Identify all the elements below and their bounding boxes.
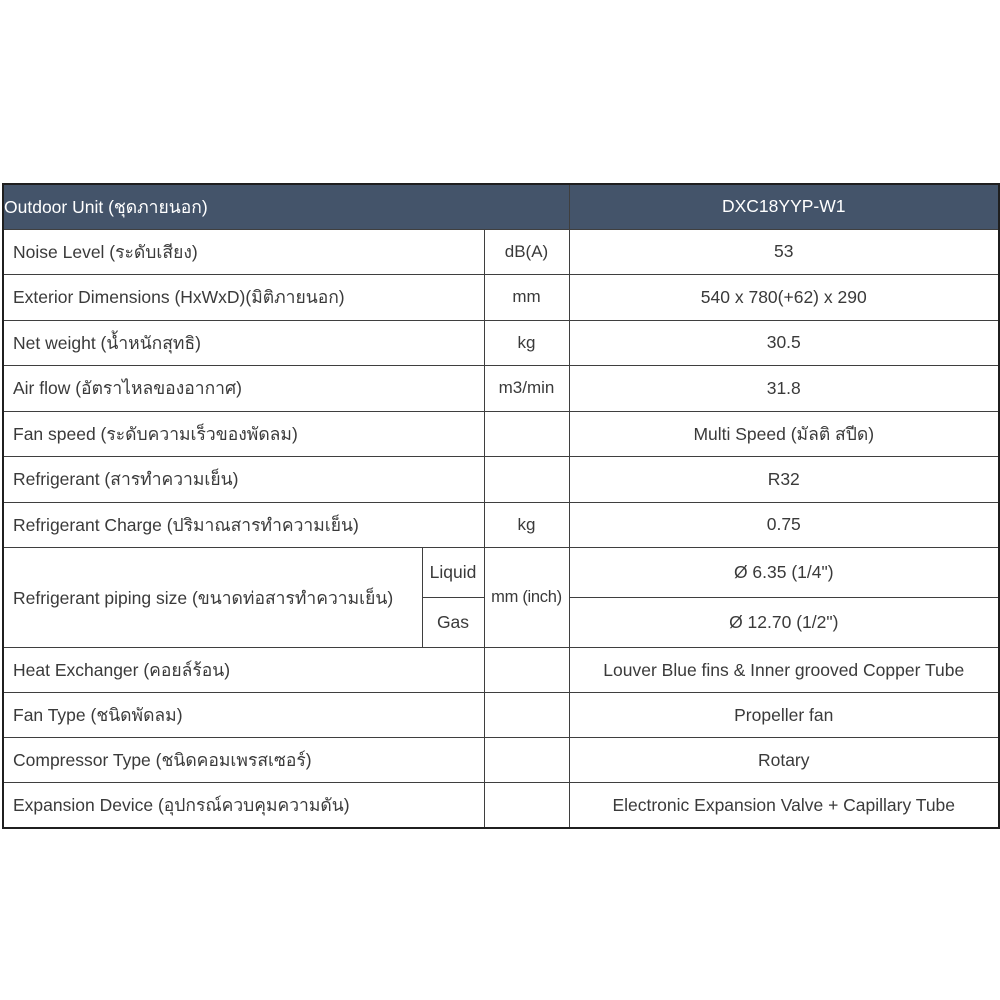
table-row-noise-level: [3, 229, 999, 275]
piping-unit: mm (inch): [484, 548, 569, 648]
row-value: 0.75: [569, 502, 999, 548]
row-label: Refrigerant (สารทำความเย็น): [3, 457, 484, 503]
row-unit: [484, 738, 569, 783]
table-row-air-flow: [3, 366, 999, 412]
row-label: Net weight (น้ำหนักสุทธิ): [3, 320, 484, 366]
table-row-piping-liquid: [3, 548, 999, 598]
table-row-heat-exchanger: [3, 648, 999, 693]
row-unit: kg: [484, 320, 569, 366]
outdoor-unit-spec-table: [2, 183, 1000, 829]
row-value: Propeller fan: [569, 693, 999, 738]
row-label: Exterior Dimensions (HxWxD)(มิติภายนอก): [3, 275, 484, 321]
row-value: 53: [569, 229, 999, 275]
row-value: R32: [569, 457, 999, 503]
row-label: Refrigerant Charge (ปริมาณสารทำความเย็น): [3, 502, 484, 548]
row-label: Fan Type (ชนิดพัดลม): [3, 693, 484, 738]
table-row-refrigerant: [3, 457, 999, 503]
row-unit: [484, 693, 569, 738]
table-row-fan-speed: [3, 411, 999, 457]
row-unit: [484, 411, 569, 457]
row-label: Compressor Type (ชนิดคอมเพรสเซอร์): [3, 738, 484, 783]
row-value: Multi Speed (มัลติ สปีด): [569, 411, 999, 457]
table-header-row: [3, 184, 999, 229]
table-row-exterior-dimensions: [3, 275, 999, 321]
row-label: Heat Exchanger (คอยล์ร้อน): [3, 648, 484, 693]
piping-liquid-value: Ø 6.35 (1/4"): [569, 548, 999, 598]
row-unit: mm: [484, 275, 569, 321]
row-unit: [484, 783, 569, 829]
row-value: Rotary: [569, 738, 999, 783]
piping-liquid-label: Liquid: [422, 548, 484, 598]
table-row-refrigerant-charge: [3, 502, 999, 548]
row-unit: dB(A): [484, 229, 569, 275]
row-label: Expansion Device (อุปกรณ์ควบคุมความดัน): [3, 783, 484, 829]
row-unit: [484, 457, 569, 503]
table-row-fan-type: [3, 693, 999, 738]
row-value: 31.8: [569, 366, 999, 412]
header-outdoor-unit-label: Outdoor Unit (ชุดภายนอก): [3, 184, 569, 229]
table-row-net-weight: [3, 320, 999, 366]
row-label: Noise Level (ระดับเสียง): [3, 229, 484, 275]
piping-gas-label: Gas: [422, 598, 484, 648]
row-value: Louver Blue fins & Inner grooved Copper Tube: [569, 648, 999, 693]
table-row-expansion-device: [3, 783, 999, 829]
piping-size-label: Refrigerant piping size (ขนาดท่อสารทำความเย็น): [3, 548, 422, 648]
row-unit: m3/min: [484, 366, 569, 412]
row-unit: [484, 648, 569, 693]
table-row-compressor-type: [3, 738, 999, 783]
piping-gas-value: Ø 12.70 (1/2"): [569, 598, 999, 648]
row-value: Electronic Expansion Valve + Capillary Tube: [569, 783, 999, 829]
row-label: Fan speed (ระดับความเร็วของพัดลม): [3, 411, 484, 457]
row-unit: kg: [484, 502, 569, 548]
row-value: 30.5: [569, 320, 999, 366]
row-label: Air flow (อัตราไหลของอากาศ): [3, 366, 484, 412]
header-model-number: DXC18YYP-W1: [569, 184, 999, 229]
row-value: 540 x 780(+62) x 290: [569, 275, 999, 321]
